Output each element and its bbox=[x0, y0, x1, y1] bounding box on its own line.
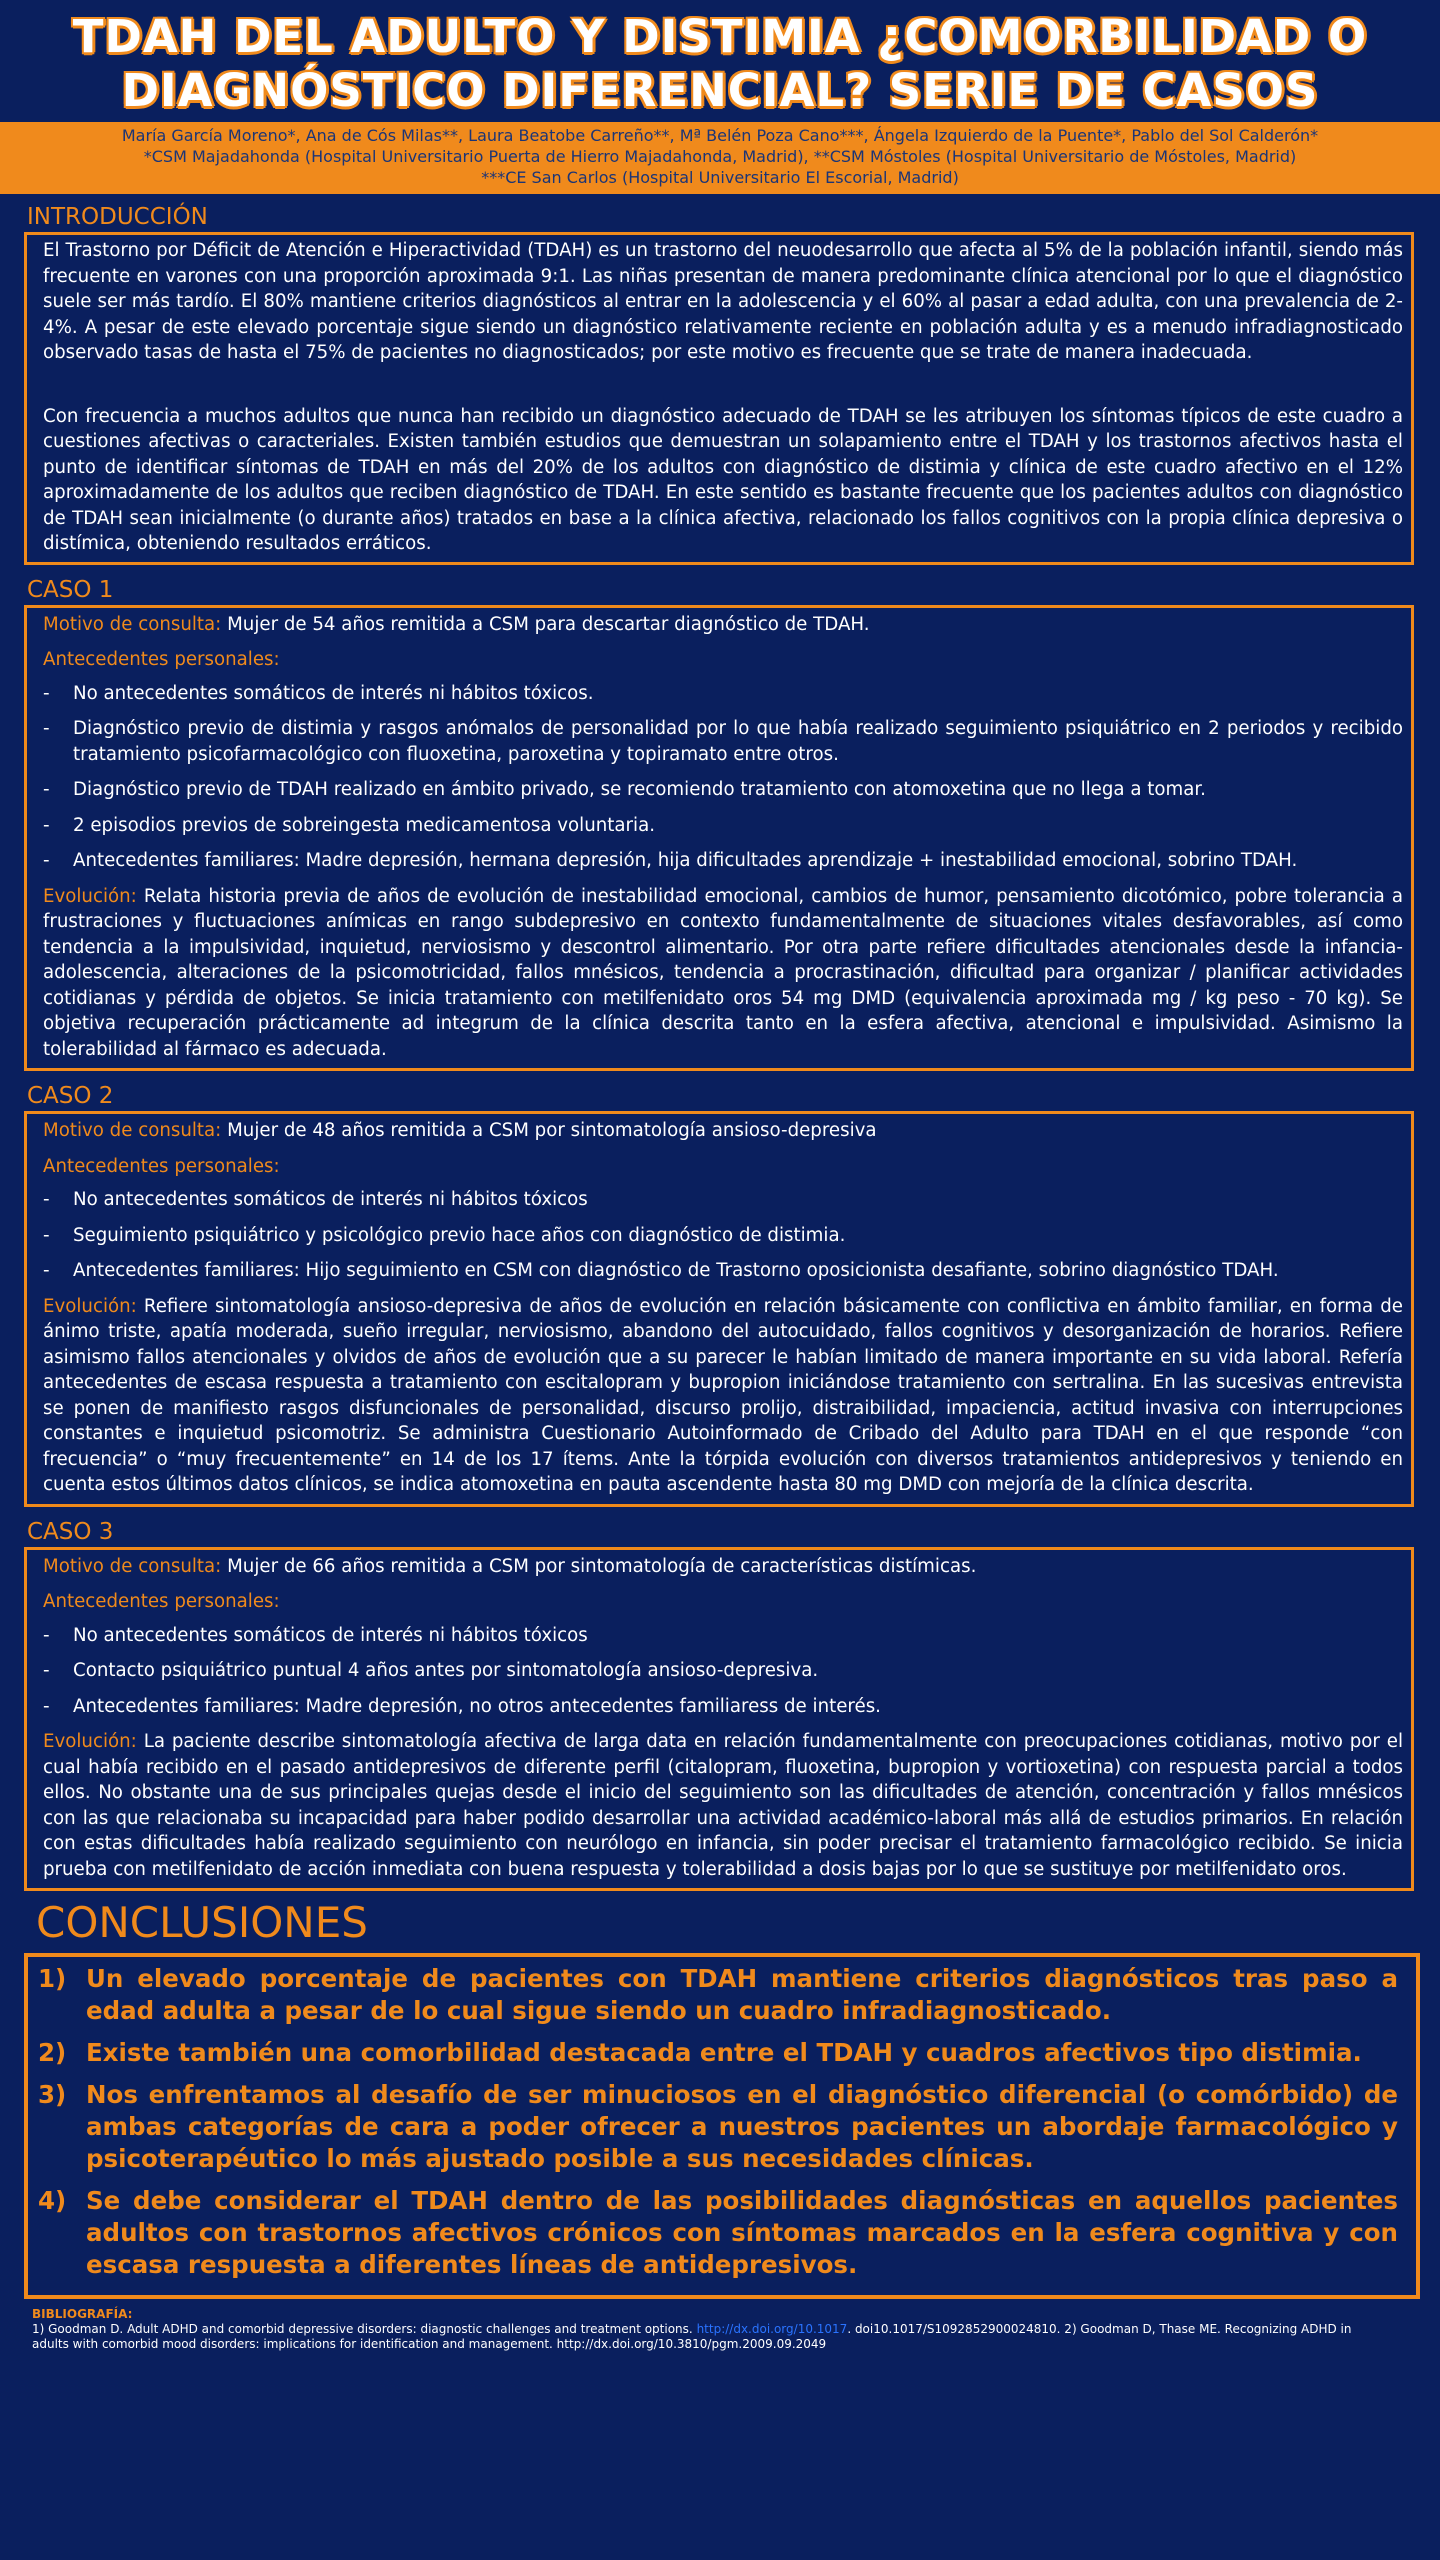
list-item: - No antecedentes somáticos de interés ni hábitos tóxicos. bbox=[43, 681, 1403, 707]
case1-title: CASO 1 bbox=[27, 576, 114, 603]
case3-evolucion-text: La paciente describe sintomatología afectiva de larga data en relación fundamentalmente con preocupaciones cotidianas, motivo por el cual había recibido en el pasado antidepresivos de diferente perfil (citalopram, fluoxetina, bupropion y vortioxetina) con respuesta parcial a todos ellos. No obstante una de sus principales quejas desde el inicio del seguimiento son las dificultades de atención, concentración y fallos mnésicos con las que relacionaba su incapacidad para haber podido desarrollar una actividad académico-laboral más allá de estudios primarios. En relación con estas dificultades había realizado seguimiento con neurólogo en infancia, sin poder precisar el tratamiento farmacológico recibido. Se inicia prueba con metilfenidato de acción inmediata con buena respuesta y tolerabilidad a dosis bajas por lo que se sustituye por metilfenidato oros. bbox=[43, 1731, 1403, 1880]
list-item: - Seguimiento psiquiátrico y psicológico previo hace años con diagnóstico de distimia. bbox=[43, 1223, 1403, 1249]
evolucion-label: Evolución: bbox=[43, 885, 137, 907]
case2-motivo bbox=[43, 1118, 1403, 1144]
list-item: - Antecedentes familiares: Madre depresión, no otros antecedentes familiaress de interés. bbox=[43, 1694, 1403, 1720]
case2-motivo-text: Mujer de 48 años remitida a CSM por sintomatología ansioso-depresiva bbox=[227, 1120, 877, 1141]
case2-box bbox=[24, 1111, 1414, 1507]
authors-banner bbox=[0, 122, 1440, 194]
intro-title: INTRODUCCIÓN bbox=[27, 204, 208, 230]
conclusions-box bbox=[24, 1953, 1420, 2299]
conclusion-text: Existe también una comorbilidad destacada entre el TDAH y cuadros afectivos tipo distimia. bbox=[86, 2038, 1362, 2067]
list-item: - Antecedentes familiares: Hijo seguimiento en CSM con diagnóstico de Trastorno oposicionista desafiante, sobrino diagnóstico TDAH. bbox=[43, 1258, 1403, 1284]
doi-link[interactable]: http://dx.doi.org/10.1017 bbox=[696, 2322, 848, 2336]
conclusions-list bbox=[38, 1963, 1398, 2281]
case2-antecedentes-label: Antecedentes personales: bbox=[43, 1155, 280, 1177]
list-item: - Diagnóstico previo de TDAH realizado en ámbito privado, se recomiendo tratamiento con atomoxetina que no llega a tomar. bbox=[43, 777, 1403, 803]
motivo-label: Motivo de consulta: bbox=[43, 613, 222, 635]
conclusion-number: 2) bbox=[38, 2038, 67, 2067]
list-item: - No antecedentes somáticos de interés ni hábitos tóxicos bbox=[43, 1623, 1403, 1649]
evolucion-label: Evolución: bbox=[43, 1731, 137, 1752]
case3-motivo bbox=[43, 1554, 1403, 1580]
case1-motivo-text: Mujer de 54 años remitida a CSM para descartar diagnóstico de TDAH. bbox=[227, 613, 870, 635]
list-item: - Diagnóstico previo de distimia y rasgos anómalos de personalidad por lo que había realizado seguimiento psiquiátrico en 2 periodos y recibido tratamiento psicofarmacológico con fluoxetina, paroxetina y topiramato entre otros. bbox=[43, 716, 1403, 767]
list-item: - 2 episodios previos de sobreingesta medicamentosa voluntaria. bbox=[43, 813, 1403, 839]
conclusion-item bbox=[38, 2079, 1398, 2175]
ref1-start: 1) Goodman D. Adult ADHD and comorbid depressive disorders: diagnostic challenges and treatment options. bbox=[32, 2322, 693, 2336]
motivo-label: Motivo de consulta: bbox=[43, 1120, 222, 1141]
conclusion-number: 1) bbox=[38, 1964, 67, 1993]
conclusion-number: 3) bbox=[38, 2080, 67, 2109]
conclusion-number: 4) bbox=[38, 2186, 67, 2215]
case3-evolucion bbox=[43, 1729, 1403, 1882]
intro-box bbox=[24, 232, 1414, 565]
ref1-end: . doi10.1017/S1092852900024810. 2) Goodman D, Thase ME. Recognizing ADHD in bbox=[847, 2322, 1352, 2336]
case2-evolucion bbox=[43, 1294, 1403, 1498]
case2-antecedentes-list bbox=[43, 1187, 1403, 1284]
case1-evolucion-text: Relata historia previa de años de evolución de inestabilidad emocional, cambios de humor, pensamiento dicotómico, pobre tolerancia a frustraciones y fluctuaciones anímicas en rango subdepresivo en contexto fundamentalmente de situaciones vitales desfavorables, así como tendencia a la impulsividad, inquietud, nerviosismo y descontrol alimentario. Por otra parte refiere dificultades atencionales desde la infancia-adolescencia, alteraciones de la psicomotricidad, fallos mnésicos, tendencia a procrastinación, dificultad para organizar / planificar actividades cotidianas y pérdida de objetos. Se inicia tratamiento con metilfenidato oros 54 mg DMD (equivalencia aproximada mg / kg peso - 70 kg). Se objetiva recuperación prácticamente ad integrum de la clínica descrita tanto en la esfera afectiva, atencional e impulsividad. Asimismo la tolerabilidad al fármaco es adecuada. bbox=[43, 885, 1403, 1060]
bibliography-title: BIBLIOGRAFÍA: bbox=[32, 2307, 133, 2321]
list-item: - Contacto psiquiátrico puntual 4 años antes por sintomatología ansioso-depresiva. bbox=[43, 1658, 1403, 1684]
case3-antecedentes-list bbox=[43, 1623, 1403, 1720]
case1-antecedentes-list bbox=[43, 681, 1403, 874]
affiliation-1: *CSM Majadahonda (Hospital Universitario Puerta de Hierro Majadahonda, Madrid), **CSM Móstoles (Hospital Universitario de Móstoles, Madrid) bbox=[143, 147, 1297, 166]
affiliation-2: ***CE San Carlos (Hospital Universitario El Escorial, Madrid) bbox=[481, 168, 959, 187]
conclusion-item bbox=[38, 2185, 1398, 2281]
case1-antecedentes-label: Antecedentes personales: bbox=[43, 649, 280, 670]
poster-title bbox=[0, 0, 1440, 122]
conclusion-item bbox=[38, 1963, 1398, 2027]
case3-antecedentes-label: Antecedentes personales: bbox=[43, 1591, 280, 1612]
list-item: - Antecedentes familiares: Madre depresión, hermana depresión, hija dificultades aprendizaje + inestabilidad emocional, sobrino TDAH. bbox=[43, 848, 1403, 874]
case2-evolucion-text: Refiere sintomatología ansioso-depresiva de años de evolución en relación básicamente con conflictiva en ámbito familiar, en forma de ánimo triste, apatía moderada, sueño irregular, nerviosismo, abandono del autocuidado, fallos cognitivos y desorganización de horarios. Refiere asimismo fallos atencionales y olvidos de años de evolución que a su parecer le habían limitado de manera importante en su vida laboral. Refería antecedentes de escasa respuesta a tratamiento con escitalopram y bupropion iniciándose tratamiento con sertralina. En las sucesivas entrevista se ponen de manifiesto rasgos disfuncionales de personalidad, discurso prolijo, distraibilidad, impaciencia, actitud invasiva con interrupciones constantes e inquietud psicomotriz. Se administra Cuestionario Autoinformado de Cribado del Adulto para TDAH en el que responde “con frecuencia” o “muy frecuentemente” en 14 de los 17 ítems. Ante la tórpida evolución con diversos tratamientos antidepresivos y teniendo en cuenta estos últimos datos clínicos, se indica atomoxetina en pauta ascendente hasta 80 mg DMD con mejoría de la clínica descrita. bbox=[43, 1295, 1403, 1495]
authors-list: María García Moreno*, Ana de Cós Milas**, Laura Beatobe Carreño**, Mª Belén Poza Cano***, Ángela Izquierdo de la Puente*, Pablo del Sol Calderón* bbox=[121, 126, 1319, 145]
intro-paragraph-2: Con frecuencia a muchos adultos que nunca han recibido un diagnóstico adecuado de TDAH se les atribuyen los síntomas típicos de este cuadro a cuestiones afectivas o caracteriales. Existen también estudios que demuestran un solapamiento entre el TDAH y los trastornos afectivos hasta el punto de identificar síntomas de TDAH en más del 20% de los adultos con diagnóstico de distimia y clínica de este cuadro afectivo en el 12% aproximadamente de los adultos que reciben diagnóstico de TDAH. En este sentido es bastante frecuente que los pacientes adultos con diagnóstico de TDAH sean inicialmente (o durante años) tratados en base a la clínica afectiva, relacionado los fallos cognitivos con la propia clínica depresiva o distímica, obteniendo resultados erráticos. bbox=[43, 405, 1403, 554]
conclusion-text: Nos enfrentamos al desafío de ser minuciosos en el diagnóstico diferencial (o comórbido) de ambas categorías de cara a poder ofrecer a nuestros pacientes un abordaje farmacológico y psicoterapéutico lo más ajustado posible a sus necesidades clínicas. bbox=[86, 2080, 1398, 2173]
case1-evolucion bbox=[43, 884, 1403, 1063]
case2-title: CASO 2 bbox=[27, 1083, 114, 1109]
bibliography-ref-2: adults with comorbid mood disorders: implications for identification and management. http://dx.doi.org/10.3810/pgm.2009.09.2049 bbox=[32, 2337, 827, 2351]
conclusion-item bbox=[38, 2037, 1398, 2069]
conclusion-text: Se debe considerar el TDAH dentro de las posibilidades diagnósticas en aquellos pacientes adultos con trastornos afectivos crónicos con síntomas marcados en la esfera cognitiva y con escasa respuesta a diferentes líneas de antidepresivos. bbox=[86, 2186, 1398, 2279]
evolucion-label: Evolución: bbox=[43, 1295, 137, 1317]
motivo-label: Motivo de consulta: bbox=[43, 1555, 222, 1577]
case1-box bbox=[24, 605, 1414, 1072]
conclusions-title: CONCLUSIONES bbox=[36, 1898, 368, 1947]
case1-motivo bbox=[43, 612, 1403, 638]
list-item: - No antecedentes somáticos de interés ni hábitos tóxicos bbox=[43, 1187, 1403, 1213]
title-line-1: TDAH DEL ADULTO Y DISTIMIA ¿COMORBILIDAD O bbox=[72, 10, 1368, 63]
bibliography-ref-1 bbox=[32, 2322, 1416, 2337]
title-line-2: DIAGNÓSTICO DIFERENCIAL? SERIE DE CASOS bbox=[121, 64, 1319, 117]
case3-title: CASO 3 bbox=[27, 1518, 114, 1545]
bibliography bbox=[32, 2307, 1416, 2352]
case3-motivo-text: Mujer de 66 años remitida a CSM por sintomatología de características distímicas. bbox=[227, 1555, 977, 1577]
conclusion-text: Un elevado porcentaje de pacientes con TDAH mantiene criterios diagnósticos tras paso a edad adulta a pesar de lo cual sigue siendo un cuadro infradiagnosticado. bbox=[86, 1964, 1398, 2025]
intro-paragraph-1: El Trastorno por Déficit de Atención e Hiperactividad (TDAH) es un trastorno del neuodesarrollo que afecta al 5% de la población infantil, siendo más frecuente en varones con una proporción aproximada 9:1. Las niñas presentan de manera predominante clínica atencional por lo que el diagnóstico suele ser más tardío. El 80% mantiene criterios diagnósticos al entrar en la adolescencia y el 60% al pasar a edad adulta, con una prevalencia de 2-4%. A pesar de este elevado porcentaje sigue siendo un diagnóstico relativamente reciente en población adulta y es a menudo infradiagnosticado observado tasas de hasta el 75% de pacientes no diagnosticados; por este motivo es frecuente que se trate de manera inadecuada. bbox=[43, 240, 1403, 363]
case3-box bbox=[24, 1547, 1414, 1892]
